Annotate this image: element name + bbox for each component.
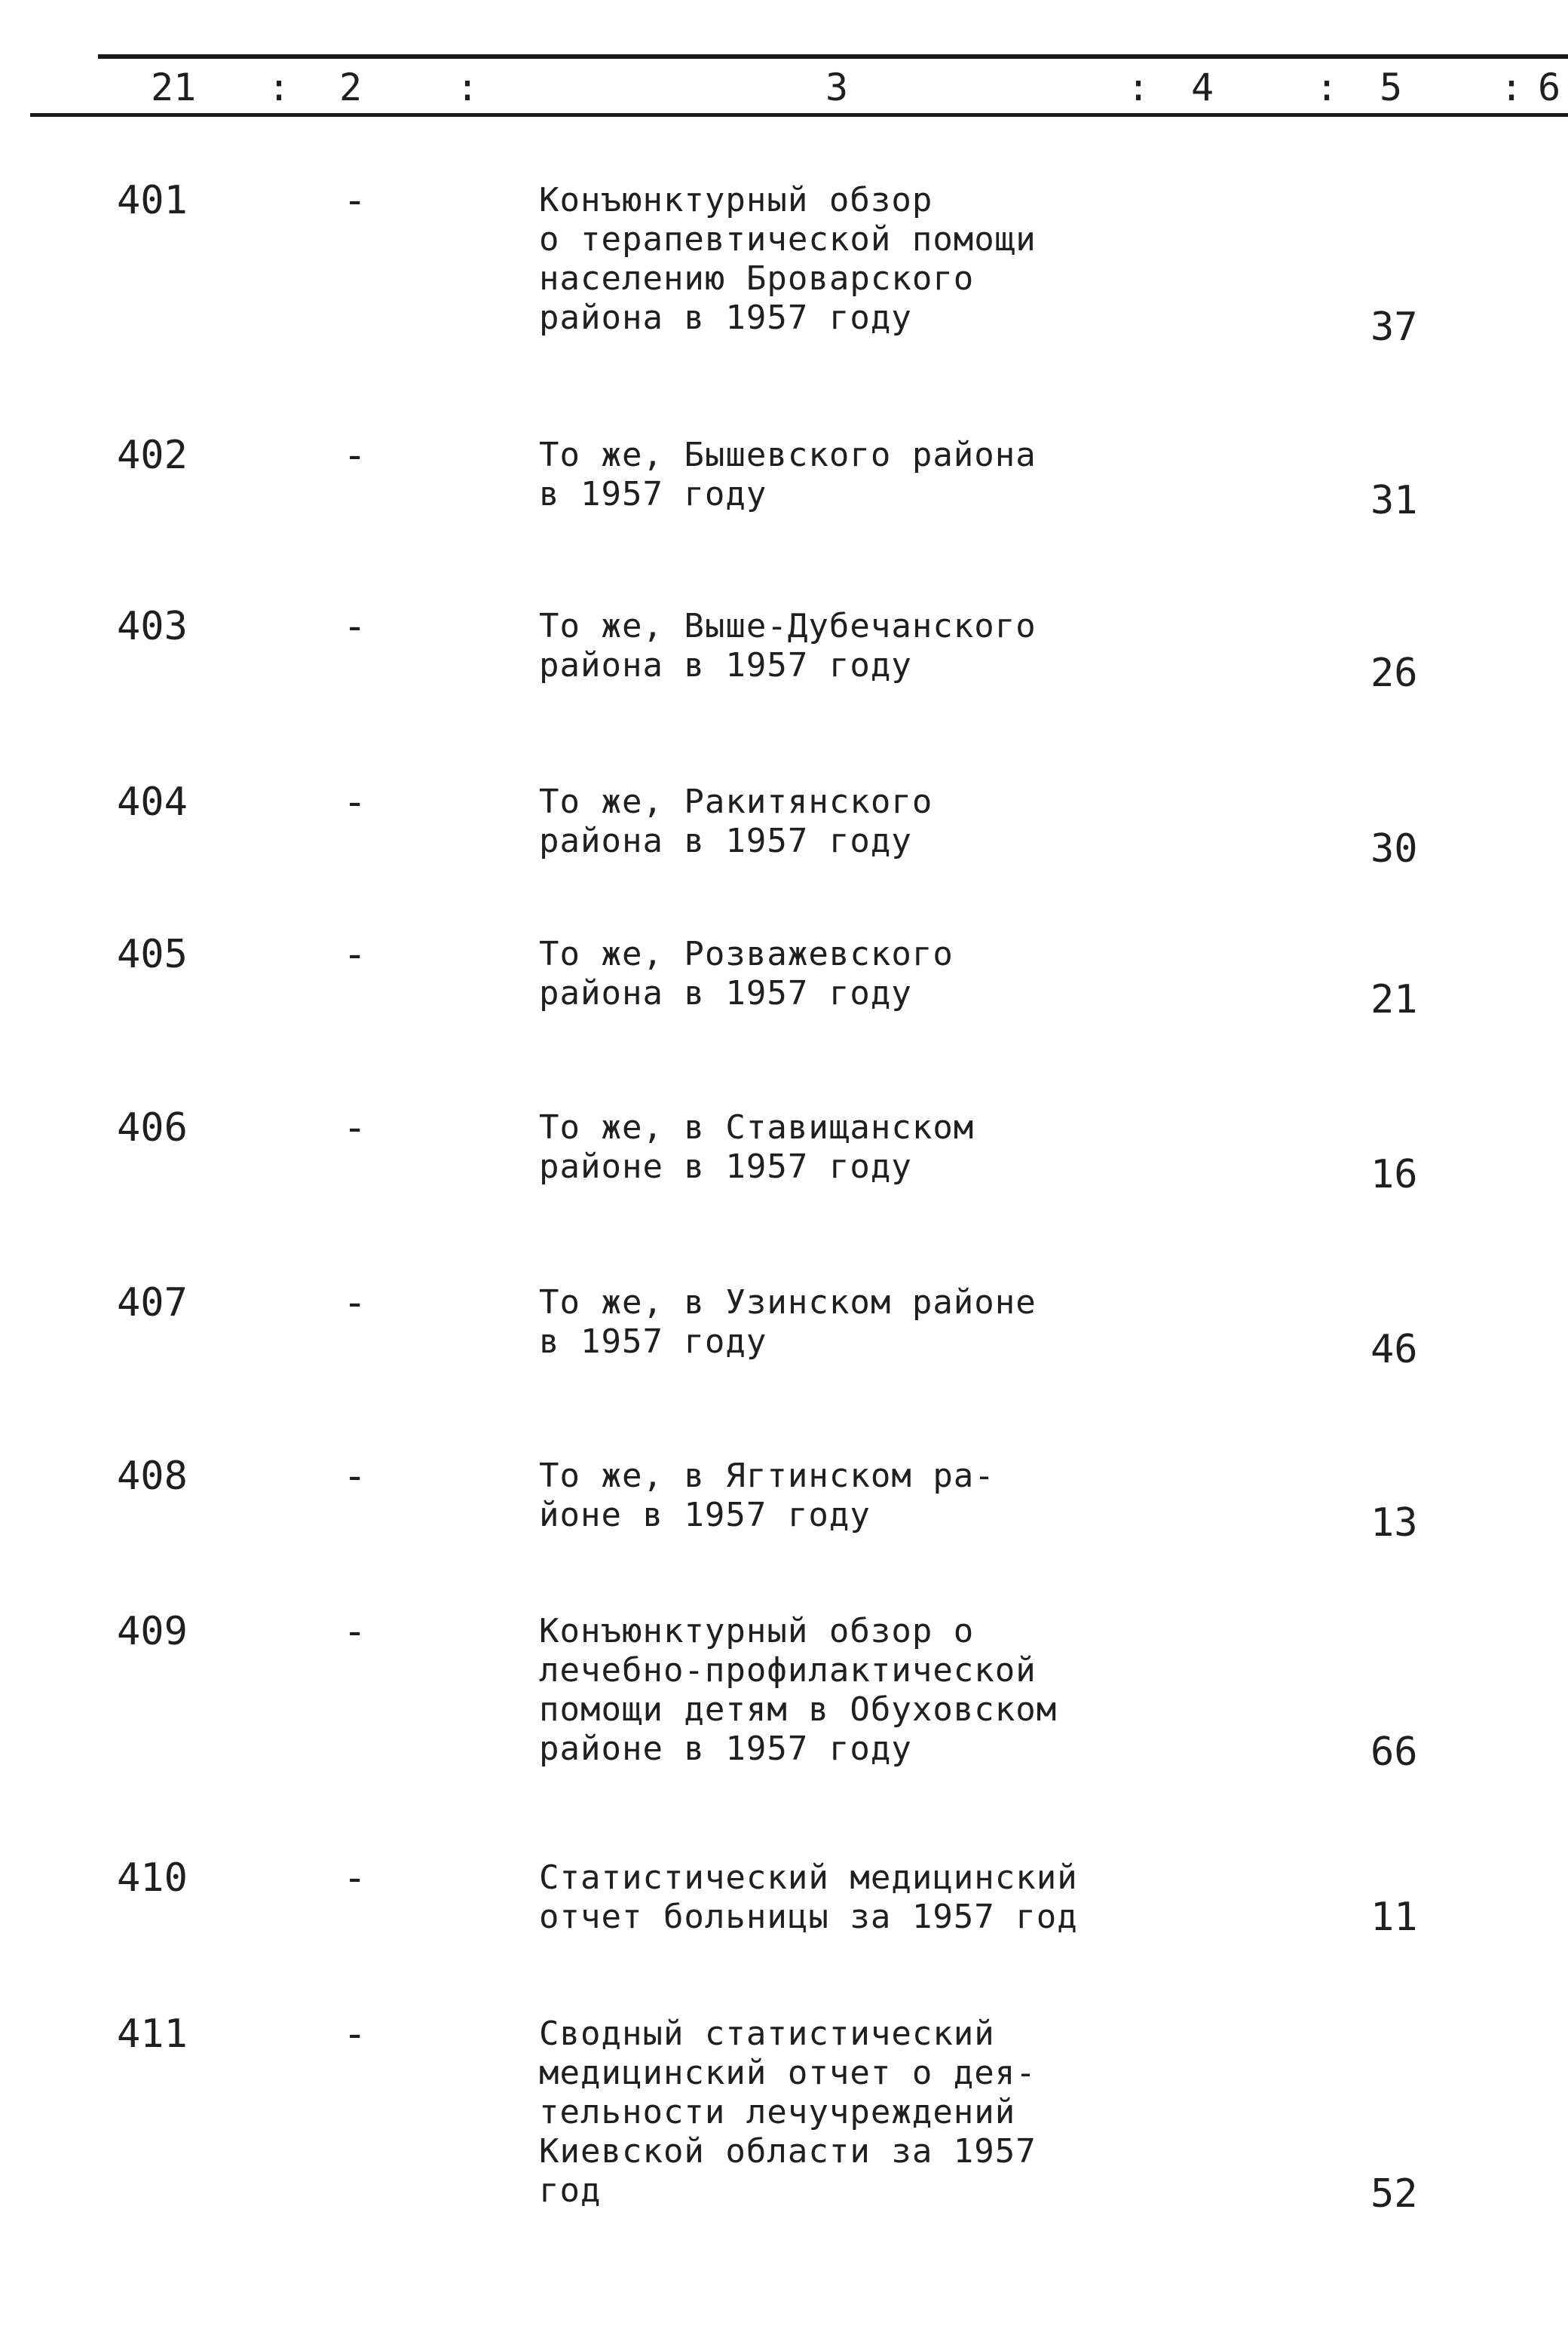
item-sheet-count: 52: [1370, 2171, 1418, 2217]
item-title: То же, Бышевского района в 1957 году: [539, 436, 1037, 513]
item-title: Статистический медицинский отчет больницы за 1957 год: [539, 1858, 1078, 1936]
item-dash: -: [343, 604, 367, 649]
item-dash: -: [343, 1855, 367, 1901]
item-number: 401: [117, 178, 188, 223]
header-separator: :: [268, 66, 291, 109]
header-rule-bottom: [30, 113, 1568, 117]
item-sheet-count: 26: [1370, 651, 1418, 696]
item-title: Конъюнктурный обзор о терапевтической помощи населению Броварского района в 1957 году: [539, 181, 1037, 337]
item-dash: -: [343, 780, 367, 825]
item-title: То же, Ракитянского района в 1957 году: [539, 783, 933, 860]
item-sheet-count: 13: [1370, 1500, 1418, 1546]
item-sheet-count: 66: [1370, 1730, 1418, 1775]
header-col-1: 21: [151, 66, 197, 109]
item-dash: -: [343, 1280, 367, 1325]
item-dash: -: [343, 1609, 367, 1654]
item-title: То же, в Узинском районе в 1957 году: [539, 1283, 1037, 1361]
item-number: 408: [117, 1454, 188, 1499]
item-sheet-count: 11: [1370, 1895, 1418, 1940]
header-separator: :: [1315, 66, 1339, 109]
item-number: 403: [117, 604, 188, 649]
item-dash: -: [343, 1105, 367, 1151]
item-sheet-count: 37: [1370, 305, 1418, 350]
item-sheet-count: 21: [1370, 977, 1418, 1022]
item-title: Конъюнктурный обзор о лечебно-профилактической помощи детям в Обуховском районе в 1957 году: [539, 1612, 1058, 1768]
item-dash: -: [343, 932, 367, 977]
header-col-2: 2: [339, 66, 363, 109]
item-sheet-count: 31: [1370, 478, 1418, 523]
item-dash: -: [343, 1454, 367, 1499]
item-sheet-count: 16: [1370, 1152, 1418, 1197]
item-number: 405: [117, 932, 188, 977]
item-title: То же, в Ставищанском районе в 1957 году: [539, 1108, 975, 1186]
header-col-6: 6: [1538, 66, 1561, 109]
item-title: То же, Выше-Дубечанского района в 1957 году: [539, 607, 1037, 685]
item-dash: -: [343, 433, 367, 478]
item-sheet-count: 30: [1370, 826, 1418, 872]
item-title: Сводный статистический медицинский отчет о дея- тельности лечучреждений Киевской области за 1957 год: [539, 2015, 1037, 2210]
header-col-3: 3: [825, 66, 849, 109]
item-title: То же, в Ягтинском ра- йоне в 1957 году: [539, 1457, 995, 1534]
header-col-4: 4: [1191, 66, 1214, 109]
item-number: 404: [117, 780, 188, 825]
item-number: 406: [117, 1105, 188, 1151]
header-col-5: 5: [1380, 66, 1403, 109]
item-number: 411: [117, 2012, 188, 2057]
item-sheet-count: 46: [1370, 1327, 1418, 1372]
item-number: 409: [117, 1609, 188, 1654]
item-dash: -: [343, 2012, 367, 2057]
item-title: То же, Розважевского района в 1957 году: [539, 935, 954, 1013]
item-dash: -: [343, 178, 367, 223]
header-separator: :: [456, 66, 479, 109]
header-separator: :: [1500, 66, 1524, 109]
header-rule-top: [98, 54, 1568, 59]
item-number: 410: [117, 1855, 188, 1901]
item-number: 402: [117, 433, 188, 478]
header-separator: :: [1127, 66, 1150, 109]
item-number: 407: [117, 1280, 188, 1325]
